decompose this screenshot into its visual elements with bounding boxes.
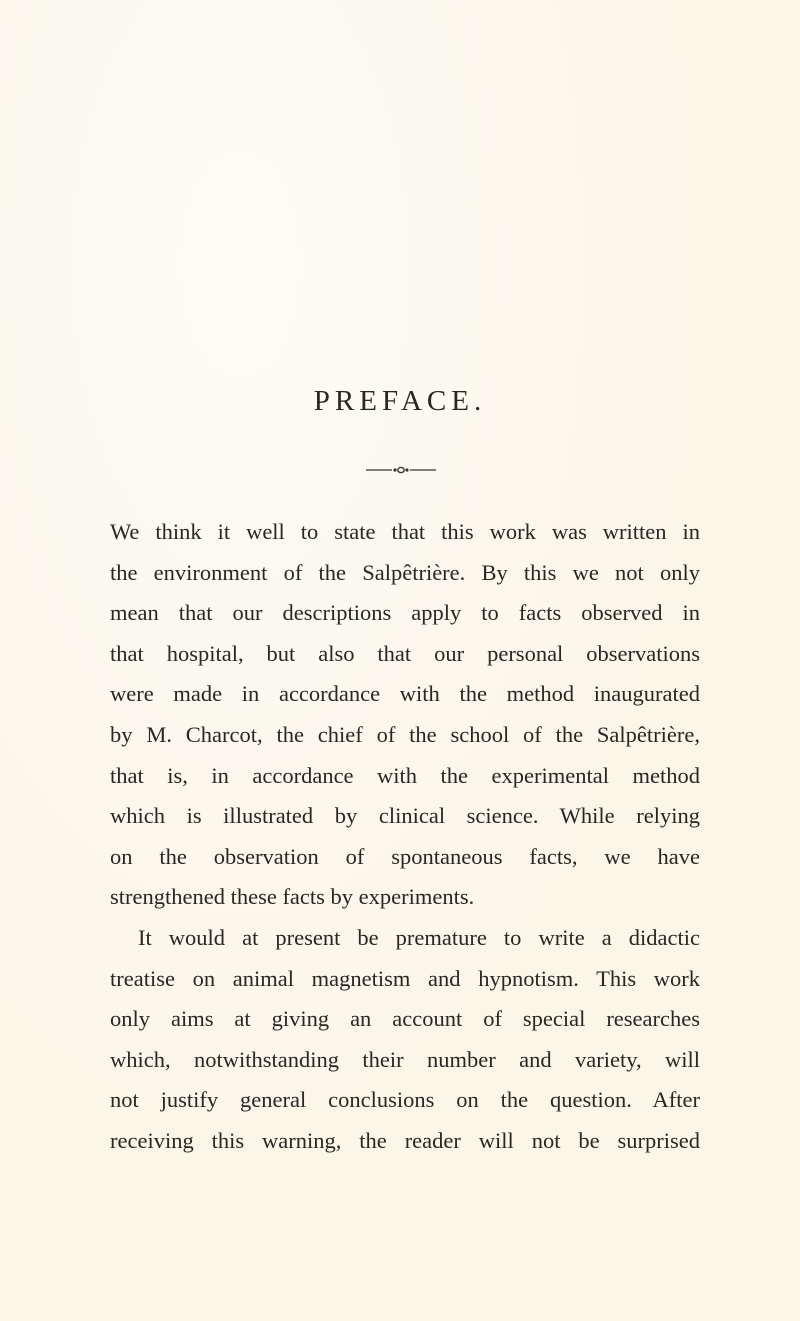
text-line: that is, in accordance with the experimental method — [110, 762, 700, 788]
text-line: which, notwithstanding their number and variety, will — [110, 1046, 700, 1072]
dot-rule-ornament-icon — [366, 462, 436, 472]
text-line: strengthened these facts by experiments. — [110, 884, 475, 910]
text-line: only aims at giving an account of special researches — [110, 1006, 700, 1032]
text-line: treatise on animal magnetism and hypnotism. This work — [110, 965, 700, 991]
text-line: not justify general conclusions on the question. After — [110, 1087, 700, 1113]
page-title: PREFACE. — [313, 385, 487, 417]
text-line: mean that our descriptions apply to facts observed in — [110, 600, 700, 626]
text-line: were made in accordance with the method inaugurated — [110, 681, 700, 707]
paragraph-1 — [110, 512, 700, 918]
text-line: by M. Charcot, the chief of the school of the Salpêtrière, — [110, 721, 700, 747]
preface-body — [110, 512, 700, 1162]
text-line: on the observation of spontaneous facts, we have — [110, 843, 700, 869]
text-line: It would at present be premature to write a didactic — [138, 924, 700, 950]
text-line: receiving this warning, the reader will not be surprised — [110, 1127, 700, 1153]
text-line: the environment of the Salpêtrière. By this we not only — [110, 559, 700, 585]
text-line: We think it well to state that this work was written in — [110, 519, 700, 544]
text-line: that hospital, but also that our personal observations — [110, 640, 700, 666]
text-line: which is illustrated by clinical science. While relying — [110, 803, 700, 829]
paragraph-2 — [110, 918, 700, 1162]
